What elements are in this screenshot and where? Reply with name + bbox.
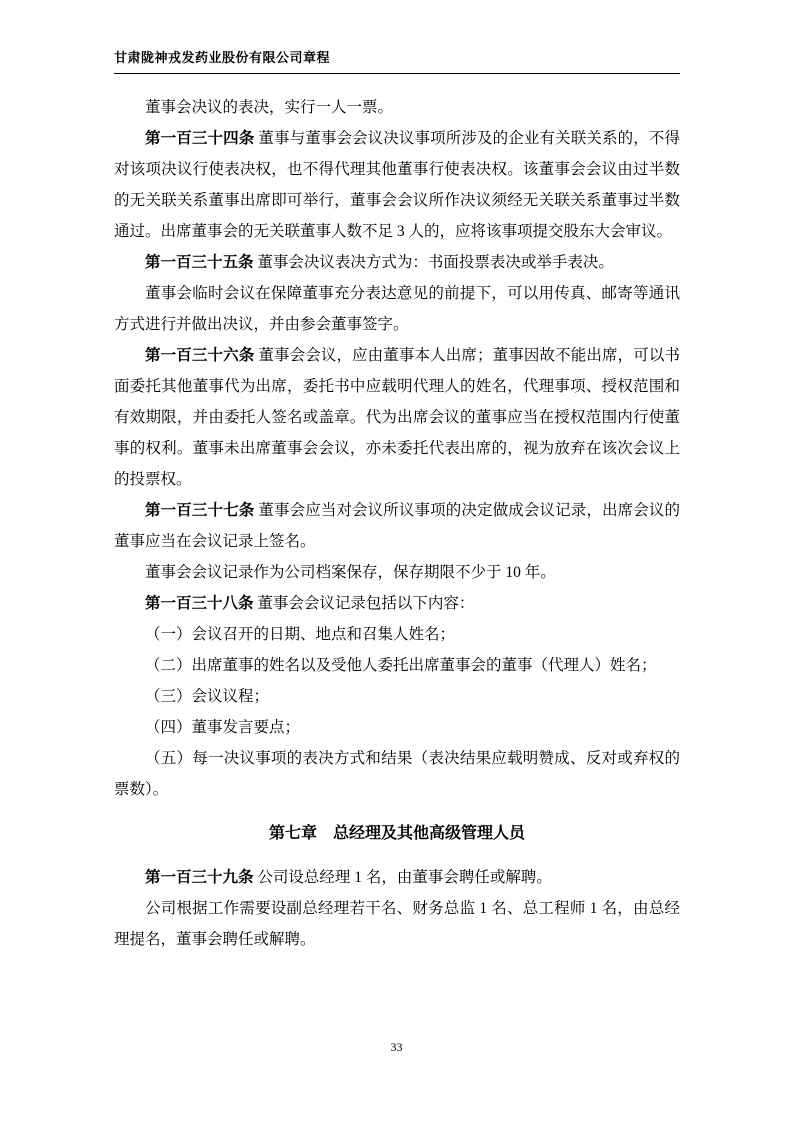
paragraph: 第一百三十八条 董事会会议记录包括以下内容： [145,595,475,612]
article-number: 第一百三十九条 [145,869,254,886]
article-number: 第一百三十四条 [145,130,255,147]
paragraph: 第一百三十六条 董事会会议，应由董事本人出席；董事因故不能出席，可以书面委托其他董事代为出席，委托书中应载明代理人的姓名，代理事项、授权范围和有效期限，并由委托人签名或盖章。代为出席会议的董事应当在授权范围内行使董事的权利。董事未出席董事会会议，亦未委托代表出席的，视为放弃在该次会议上的投票权。 [114,347,680,488]
paragraph: 第一百三十九条 公司设总经理 1 名，由董事会聘任或解聘。 [145,869,552,886]
paragraph: 第一百三十四条 董事与董事会会议决议事项所涉及的企业有关联关系的，不得对该项决议行使表决权，也不得代理其他董事行使表决权。该董事会会议由过半数的无关联关系董事出席即可举行，董事会会议所作决议须经无关联关系董事过半数通过。出席董事会的无关联董事人数不足 3 人的，应将该事项提交股东大会审议。 [114,130,680,240]
document-header [114,47,680,74]
article-number: 第一百三十七条 [145,502,255,519]
document-body [114,92,680,955]
paragraph: 董事会决议的表决，实行一人一票。 [145,99,394,116]
paragraph: （一）会议召开的日期、地点和召集人姓名； [145,626,456,643]
paragraph: 公司根据工作需要设副总经理若干名、财务总监 1 名、总工程师 1 名，由总经理提名，董事会聘任或解聘。 [114,900,680,948]
paragraph: 董事会临时会议在保障董事充分表达意见的前提下，可以用传真、邮寄等通讯方式进行并做出决议，并由参会董事签字。 [114,285,680,333]
paragraph: （三）会议议程； [145,688,270,705]
paragraph: 第一百三十七条 董事会应当对会议所议事项的决定做成会议记录，出席会议的董事应当在会议记录上签名。 [114,502,680,550]
article-number: 第一百三十六条 [145,347,255,364]
article-number: 第一百三十八条 [145,595,254,612]
paragraph: （五）每一决议事项的表决方式和结果（表决结果应载明赞成、反对或弃权的票数）。 [114,750,680,798]
paragraph: （四）董事发言要点； [145,719,301,736]
paragraph: 第一百三十五条 董事会决议表决方式为：书面投票表决或举手表决。 [145,254,614,271]
paragraph: （二）出席董事的姓名以及受他人委托出席董事会的董事（代理人）姓名； [145,657,657,674]
page-number: 33 [390,1040,403,1054]
paragraph: 董事会会议记录作为公司档案保存，保存期限不少于 10 年。 [145,564,556,581]
document-header-title: 甘肃陇神戎发药业股份有限公司章程 [114,50,331,65]
article-number: 第一百三十五条 [145,254,254,271]
chapter-heading: 第七章 总经理及其他高级管理人员 [268,825,525,842]
